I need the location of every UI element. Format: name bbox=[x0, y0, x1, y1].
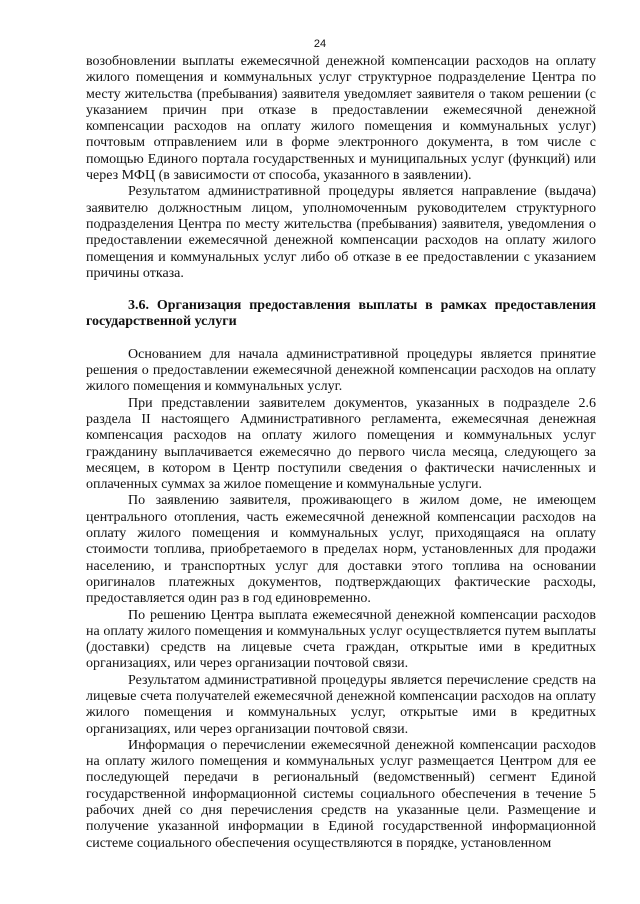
page-number: 24 bbox=[313, 38, 327, 50]
page-body bbox=[86, 54, 596, 852]
paragraph-continuation: возобновлении выплаты ежемесячной денежной компенсации расходов на оплату жилого помещения и коммунальных услуг структурное подразделение Центра по месту жительства (пребывания) заявителя уведомляет заявителя о таком решении (с указанием причин при отказе в предоставлении ежемесячной денежной компенсации расходов на оплату жилого помещения и коммунальных услуг) почтовым отправлением или в форме электронного документа, в том числе с помощью Единого портала государственных и муниципальных услуг (функций) или через МФЦ (в зависимости от способа, указанного в заявлении). bbox=[86, 54, 596, 184]
paragraph-monthly-payment: При представлении заявителем документов, указанных в подразделе 2.6 раздела II настоящего Административного регламента, ежемесячная денежная компенсация расходов на оплату жилого помещения и коммунальных услуг гражданину выплачивается ежемесячно до первого числа месяца, следующего за месяцем, в котором в Центр поступили сведения о фактически начисленных и оплаченных суммах за жилое помещение и коммунальные услуги. bbox=[86, 395, 596, 493]
paragraph-result-transfer: Результатом административной процедуры является перечисление средств на лицевые счета получателей ежемесячной денежной компенсации расходов на оплату жилого помещения и коммунальных услуг, открытые ими в кредитных организациях, или через организации почтовой связи. bbox=[86, 672, 596, 737]
paragraph-information-posting: Информация о перечислении ежемесячной денежной компенсации расходов на оплату жилого помещения и коммунальных услуг размещается Центром для ее последующей передачи в региональный (ведомственный) сегмент Единой государственной информационной системы социального обеспечения в течение 5 рабочих дней со дня перечисления средств на указанные цели. Размещение и получение указанной информации в Единой государственной информационной системе социального обеспечения осуществляются в порядке, установленном bbox=[86, 737, 596, 851]
paragraph-result-notification: Результатом административной процедуры является направление (выдача) заявителю должностным лицом, уполномоченным руководителем структурного подразделения Центра по месту жительства (пребывания) заявителя, уведомления о предоставлении ежемесячной денежной компенсации расходов на оплату жилого помещения и коммунальных услуг либо об отказе в ее предоставлении с указанием причины отказа. bbox=[86, 184, 596, 281]
section-heading-3-6: 3.6. Организация предоставления выплаты в рамках предоставления государственной услуги bbox=[86, 298, 596, 330]
paragraph-fuel-compensation: По заявлению заявителя, проживающего в жилом доме, не имеющем центрального отопления, часть ежемесячной денежной компенсации расходов на оплату жилого помещения и коммунальных услуг, приходящаяся на оплату стоимости топлива, приобретаемого в пределах норм, установленных для продажи населению, и транспортных услуг для доставки этого топлива на основании оригиналов платежных документов, подтверждающих фактические расходы, предоставляется один раз в год единовременно. bbox=[86, 493, 596, 607]
paragraph-payment-method: По решению Центра выплата ежемесячной денежной компенсации расходов на оплату жилого помещения и коммунальных услуг осуществляется путем выплаты (доставки) средств на лицевые счета граждан, открытые ими в кредитных организациях, или через организации почтовой связи. bbox=[86, 607, 596, 672]
paragraph-basis: Основанием для начала административной процедуры является принятие решения о предоставлении ежемесячной денежной компенсации расходов на оплату жилого помещения и коммунальных услуг. bbox=[86, 346, 596, 395]
